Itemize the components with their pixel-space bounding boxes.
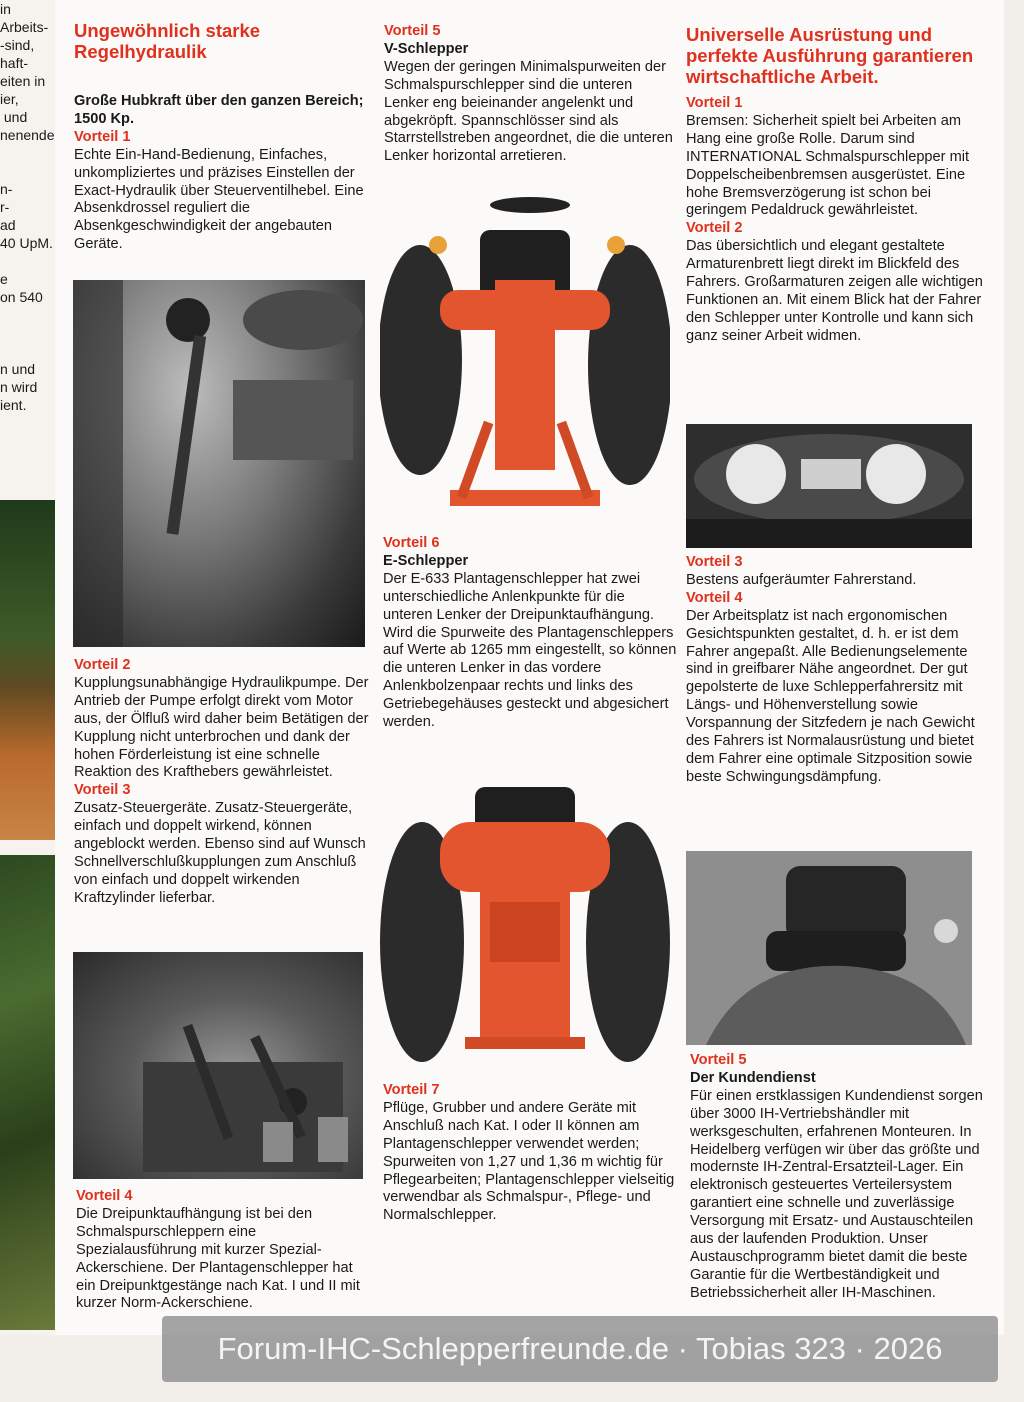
middle-vorteil-6-title: E-Schlepper (383, 552, 469, 569)
right-column-bottom (690, 1052, 995, 1303)
middle-column (384, 23, 679, 166)
field-photo (0, 500, 55, 840)
forum-watermark: Forum-IHC-Schlepperfreunde.de · Tobias 323 · 2026 (162, 1316, 998, 1382)
right-vorteil-1-text: Bremsen: Sicherheit spielt bei Arbeiten am Hang eine große Rolle. Darum sind INTERNATIONAL Schmalspurschlepper mit Doppelscheibenbremsen ausgerüstet. Eine hohe Bremsverzögerung ist schon bei geringem Pedaldruck gewährleistet. (686, 112, 970, 219)
right-vorteil-3-text: Bestens aufgeräumter Fahrerstand. (686, 571, 917, 588)
left-vorteil-3-label: Vorteil 3 (74, 782, 131, 799)
right-column (686, 24, 991, 346)
right-vorteil-1-label: Vorteil 1 (686, 95, 743, 111)
right-vorteil-2-label: Vorteil 2 (686, 220, 743, 237)
middle-vorteil-7-label: Vorteil 7 (383, 1082, 440, 1098)
right-vorteil-5-label: Vorteil 5 (690, 1052, 747, 1068)
left-column-bottom (76, 1188, 371, 1313)
hydraulic-lever-photo (73, 280, 365, 647)
right-column-mid (686, 554, 991, 787)
middle-vorteil-5-label: Vorteil 5 (384, 23, 441, 39)
middle-vorteil-5-text: Wegen der geringen Minimalspurweiten der Schmalspurschlepper sind die unteren Lenker eng beieinander angelenkt und abgekröpft. Spannschlösser sind als Starrstellstreben angeordnet, die die unteren Lenker horizontal arretieren. (384, 58, 673, 165)
right-vorteil-5-text: Für einen erstklassigen Kundendienst sorgen über 3000 IH-Vertriebshändler mit werksgeschulten, erfahrenen Monteuren. In Heidelberg verfügen wir über das größte und modernste IH-Zentral-Ersatzteil-Lager. Ein elektronisch gesteuertes Verteilersystem garantiert eine schnelle und zuverlässige Versorgung mit Ersatz- und Austauschteilen aus der laufenden Produktion. Unser Austauschprogramm bietet damit die beste Garantie für die Wertbeständigkeit und Betriebssicherheit aller IH-Maschinen. (690, 1087, 983, 1301)
right-vorteil-4-text: Der Arbeitsplatz ist nach ergonomischen Gesichtspunkten gestaltet, d. h. er ist dem Fahrer angepaßt. Alle Bedienungselemente sind in greifbarer Nähe angeordnet. Der gut gepolsterte de luxe Schlepperfahrersitz mit Längs- und Höhenverstellung sowie Vorspannung der Sitzfedern je nach Gewicht des Fahrers ist Normalausrüstung und bietet dem Fahrer eine optimale Sitzposition sowie beste Schwingungsdämpfung. (686, 607, 975, 785)
middle-vorteil-7-text: Pflüge, Grubber und andere Geräte mit Anschluß nach Kat. I oder II können am Plantagenschlepper verwendet werden; Spurweiten von 1,27 und 1,36 m wichtig für Pflegearbeiten; Plantagenschlepper vielseitig verwendbar als Schmalspur-, Pflege- und Normalschlepper. (383, 1099, 675, 1224)
left-column-lower (74, 657, 369, 908)
right-vorteil-3-label: Vorteil 3 (686, 554, 743, 570)
v-tractor-photo (380, 190, 670, 530)
left-vorteil-4-text: Die Dreipunktaufhängung ist bei den Schmalspurschleppern eine Spezialausführung mit kurzer Spezial-Ackerschiene. Der Plantagenschlepper hat ein Dreipunktgestänge nach Kat. I und II mit kurzer Norm-Ackerschiene. (76, 1205, 360, 1312)
left-vorteil-1-label: Vorteil 1 (74, 128, 131, 145)
previous-page-strip (0, 0, 55, 1335)
right-vorteil-5-title: Der Kundendienst (690, 1069, 816, 1086)
left-column (74, 20, 369, 254)
right-vorteil-2-text: Das übersichtlich und elegant gestaltete Armaturenbrett liegt direkt im Blickfeld des Fahrers. Großarmaturen zeigen alle wichtigen Funktionen an. Mit einem Blick hat der Fahrer den Schlepper unter Kontrolle und kann sich ganz seiner Arbeit widmen. (686, 238, 983, 344)
middle-vorteil-6-text: Der E-633 Plantagenschlepper hat zwei unterschiedliche Anlenkpunkte für die unteren Lenker der Dreipunktaufhängung. Wird die Spurweite des Plantagenschleppers auf Werte ab 1265 mm eingestellt, so können die unteren Lenker in das vordere Anlenkbolzenpaar rechts und links des Getriebegehäuses gesteckt und abgesichert werden. (383, 570, 677, 731)
crop-photo (0, 855, 55, 1330)
right-heading: Universelle Ausrüstung und perfekte Ausführung garantieren wirtschaftliche Arbeit. (686, 24, 974, 87)
left-vorteil-4-label: Vorteil 4 (76, 1188, 133, 1204)
e-tractor-photo (380, 782, 670, 1077)
middle-vorteil-5-title: V-Schlepper (384, 40, 469, 57)
left-intro: Große Hubkraft über den ganzen Bereich; 1500 Kp. (74, 93, 364, 127)
middle-vorteil-6-label: Vorteil 6 (383, 535, 440, 551)
driver-seat-photo (686, 851, 972, 1045)
left-heading: Ungewöhnlich starke Regelhydraulik (74, 20, 261, 62)
left-vorteil-2-label: Vorteil 2 (74, 657, 131, 673)
right-vorteil-4-label: Vorteil 4 (686, 589, 743, 606)
left-vorteil-1-text: Echte Ein-Hand-Bedienung, Einfaches, unkompliziertes und präzises Einstellen der Exact-Hydraulik über Steuerventilhebel. Eine Absenkdrossel reguliert die Absenkgeschwindigkeit der angebauten Geräte. (74, 146, 364, 253)
dashboard-photo (686, 424, 972, 548)
middle-column-bottom (383, 1082, 678, 1225)
middle-column-mid (383, 535, 678, 732)
left-vorteil-3-text: Zusatz-Steuergeräte. Zusatz-Steuergeräte, einfach und doppelt wirkend, können angeblockt werden. Ebenso sind auf Wunsch Schnellverschlußkupplungen zum Anschluß von einfach und doppelt wirkenden Kraftzylinder lieferbar. (74, 800, 366, 906)
control-valves-photo (73, 952, 363, 1179)
left-vorteil-2-text: Kupplungsunabhängige Hydraulikpumpe. Der Antrieb der Pumpe erfolgt direkt vom Motor aus, der Ölfluß wird daher beim Betätigen der Kupplung nicht unterbrochen und dank der hohen Förderleistung ist eine schnelle Reaktion des Krafthebers gewährleistet. (74, 674, 369, 781)
previous-page-text: in Arbeits- -sind, haft- eiten in ier, und nenende n- r- ad 40 UpM. e on 540 n und n wird ient. (0, 1, 55, 413)
